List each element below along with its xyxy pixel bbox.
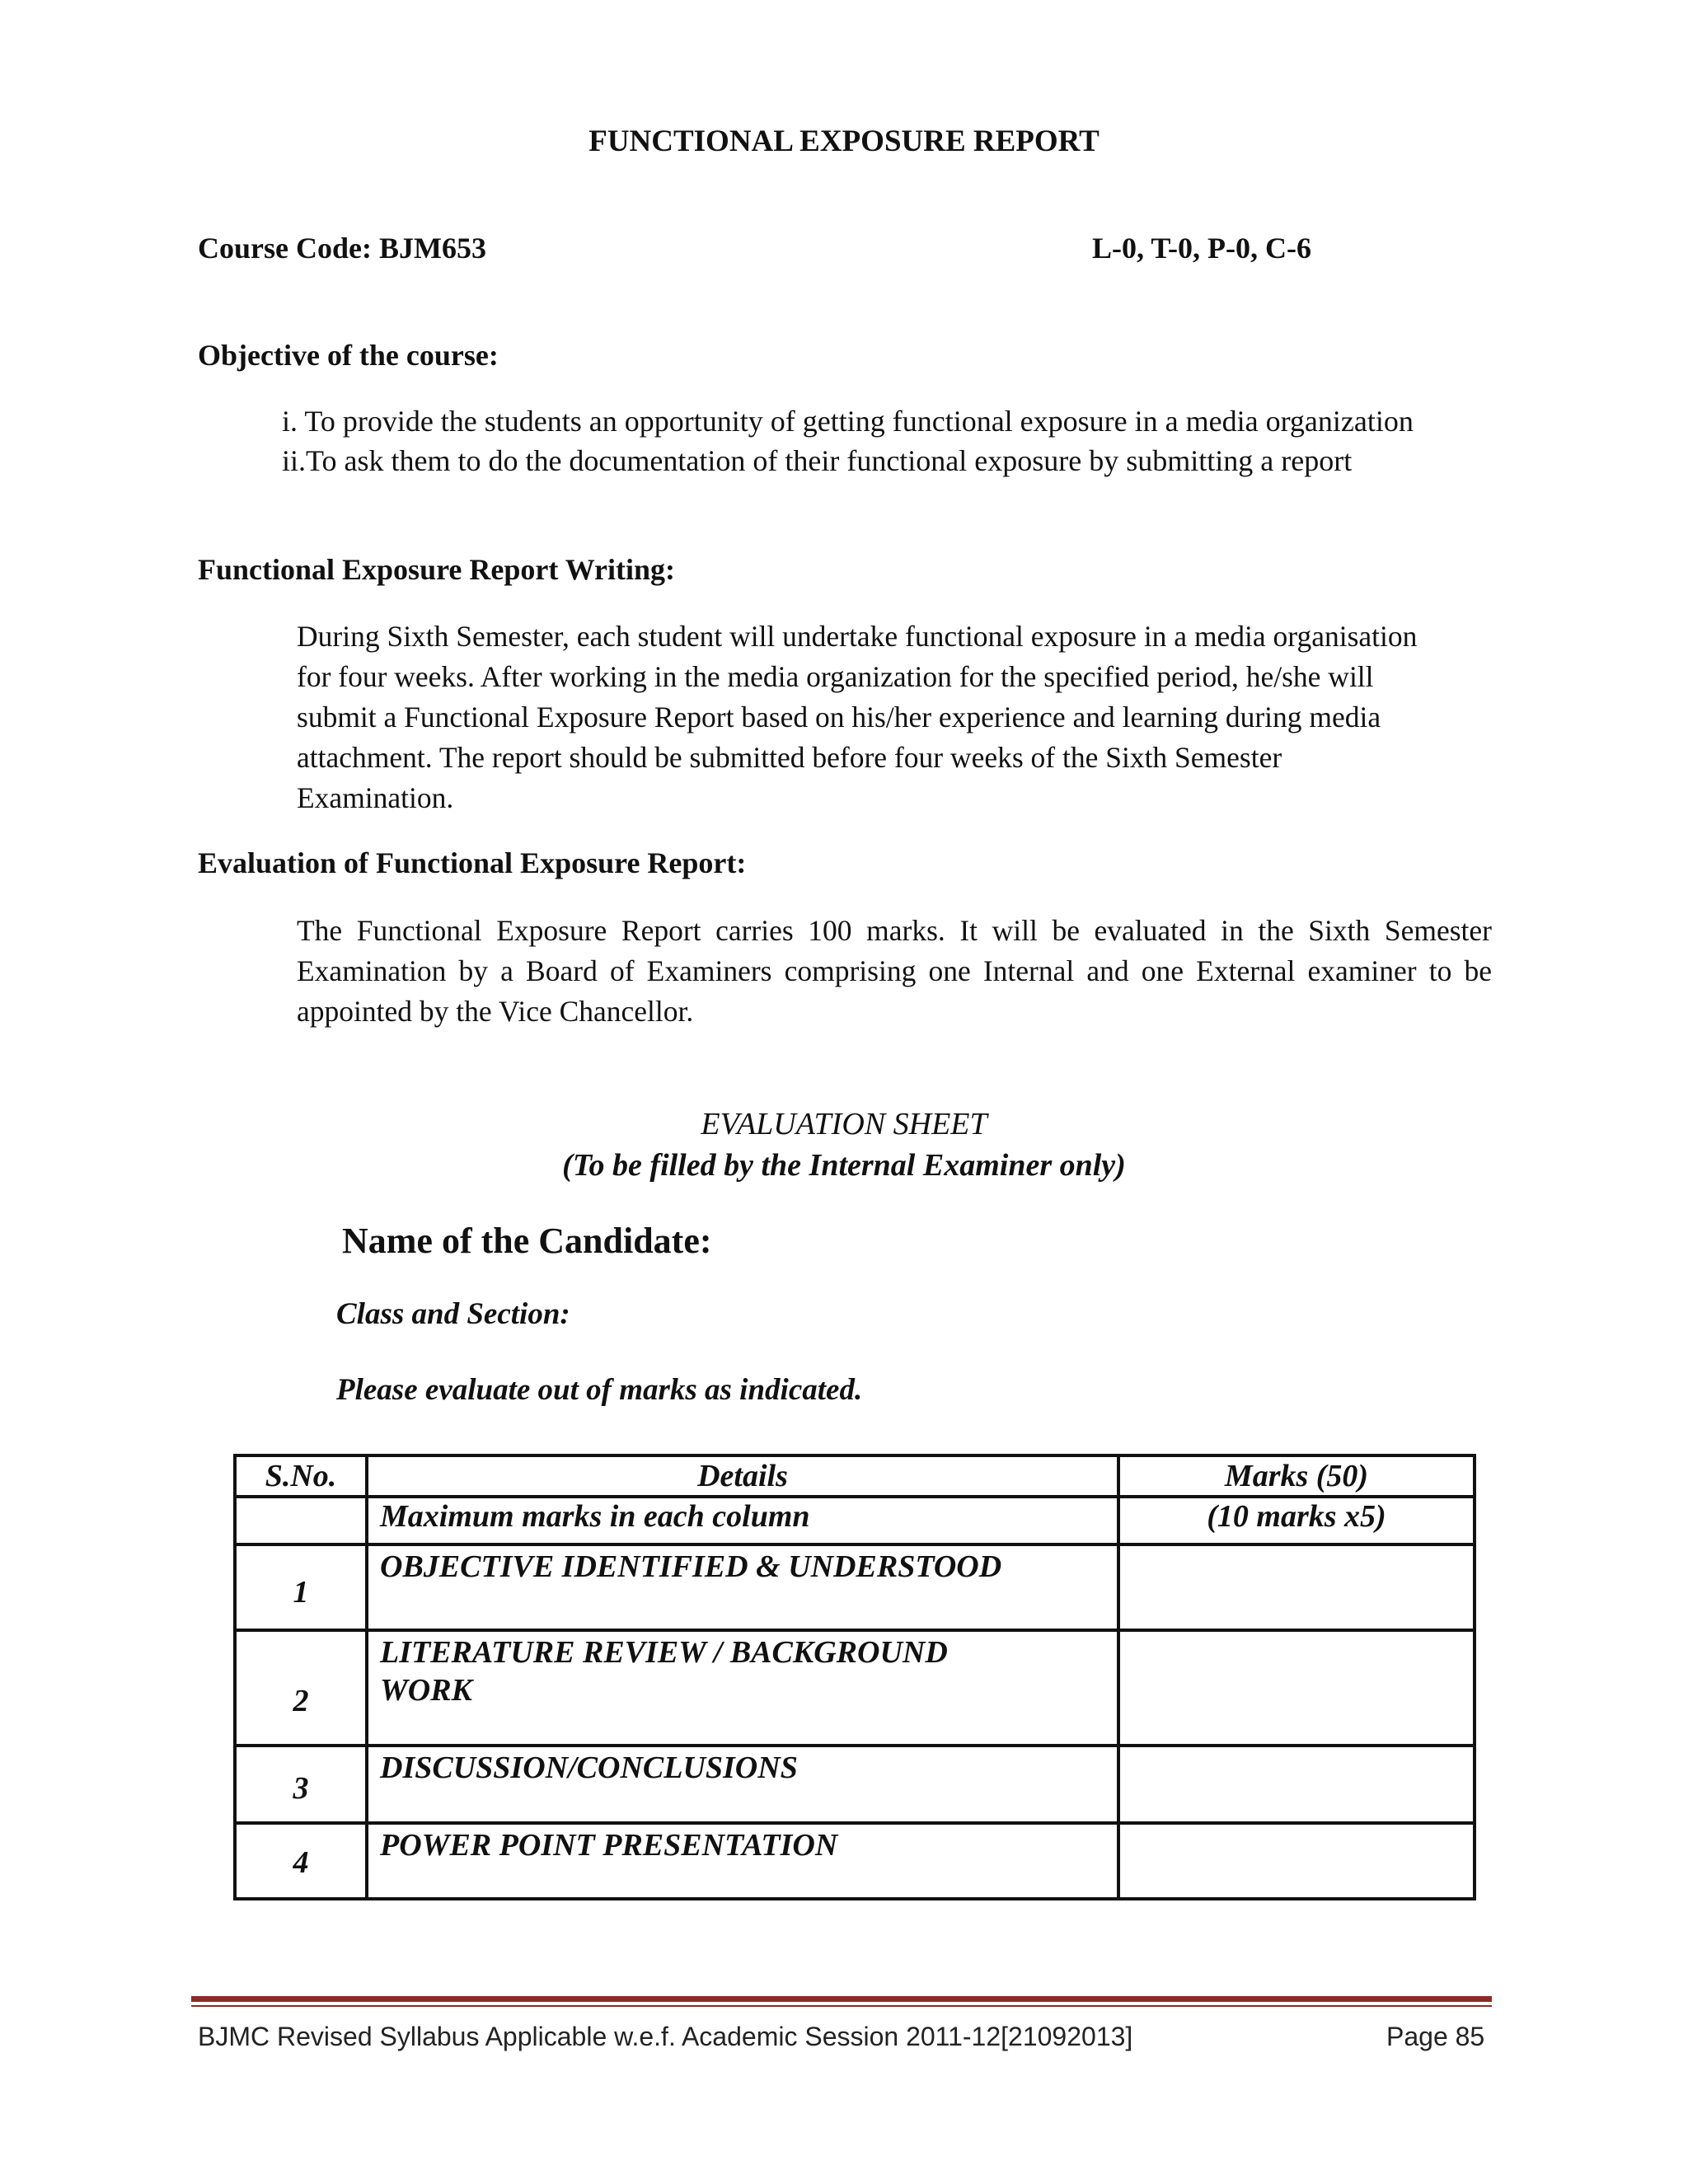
course-code: Course Code: BJM653 xyxy=(198,232,486,265)
table-row xyxy=(235,1746,1475,1823)
writing-heading: Functional Exposure Report Writing: xyxy=(198,553,676,586)
evaluation-sheet-subtitle: (To be filled by the Internal Examiner only) xyxy=(562,1148,1126,1183)
max-marks-sno xyxy=(235,1497,367,1544)
writing-line: submit a Functional Exposure Report based on his/her experience and learning during media xyxy=(297,701,1381,733)
header-details: Details xyxy=(367,1455,1118,1497)
footer-rule xyxy=(191,1996,1492,2002)
evaluation-instruction: Please evaluate out of marks as indicated. xyxy=(336,1373,863,1407)
row-number: 2 xyxy=(293,1684,309,1718)
evaluation-table xyxy=(233,1454,1476,1900)
marks-entry-cell[interactable] xyxy=(1118,1746,1475,1823)
row-details-continued: WORK xyxy=(380,1673,472,1708)
header-marks: Marks (50) xyxy=(1118,1455,1475,1497)
max-marks-row xyxy=(235,1497,1475,1544)
row-details: DISCUSSION/CONCLUSIONS xyxy=(380,1750,798,1785)
max-marks-details: Maximum marks in each column xyxy=(367,1497,1118,1544)
evaluation-heading: Evaluation of Functional Exposure Report: xyxy=(198,846,747,879)
page-number: Page 85 xyxy=(1386,2022,1485,2051)
writing-line: Examination. xyxy=(297,781,454,814)
marks-entry-cell[interactable] xyxy=(1118,1544,1475,1630)
objective-heading: Objective of the course: xyxy=(198,339,499,372)
objective-item-1: i. To provide the students an opportunity of getting functional exposure in a media organization xyxy=(282,405,1414,438)
candidate-name-label: Name of the Candidate: xyxy=(342,1221,712,1261)
writing-line: for four weeks. After working in the media organization for the specified period, he/she will xyxy=(297,660,1374,693)
table-row xyxy=(235,1544,1475,1630)
row-number: 4 xyxy=(293,1845,309,1880)
writing-paragraph xyxy=(297,616,1492,818)
writing-line: attachment. The report should be submitted before four weeks of the Sixth Semester xyxy=(297,741,1282,774)
row-details: LITERATURE REVIEW / BACKGROUND xyxy=(380,1635,948,1670)
evaluation-paragraph: The Functional Exposure Report carries 100 marks. It will be evaluated in the Sixth Semester Examination by a Board of Examiners comprising one Internal and one External examiner to be appointed by the Vice Chancellor. xyxy=(297,914,1492,1028)
table-row xyxy=(235,1823,1475,1899)
evaluation-sheet-title: EVALUATION SHEET xyxy=(701,1107,987,1141)
table-row xyxy=(235,1630,1475,1746)
table-header-row xyxy=(235,1455,1475,1497)
marks-entry-cell[interactable] xyxy=(1118,1630,1475,1746)
row-number: 3 xyxy=(293,1771,309,1806)
max-marks-value: (10 marks x5) xyxy=(1118,1497,1475,1544)
footer-rule-thin xyxy=(191,2005,1492,2007)
page-title: FUNCTIONAL EXPOSURE REPORT xyxy=(588,124,1100,158)
row-details: POWER POINT PRESENTATION xyxy=(380,1828,838,1863)
row-number: 1 xyxy=(293,1575,309,1610)
marks-entry-cell[interactable] xyxy=(1118,1823,1475,1899)
header-sno: S.No. xyxy=(235,1455,367,1497)
credit-structure: L-0, T-0, P-0, C-6 xyxy=(1092,232,1312,265)
footer-text: BJMC Revised Syllabus Applicable w.e.f. Academic Session 2011-12[21092013] xyxy=(198,2022,1133,2051)
objective-item-2: ii.To ask them to do the documentation of their functional exposure by submitting a report xyxy=(282,444,1353,477)
row-details: OBJECTIVE IDENTIFIED & UNDERSTOOD xyxy=(380,1549,1002,1584)
class-section-label: Class and Section: xyxy=(336,1297,570,1331)
writing-line: During Sixth Semester, each student will undertake functional exposure in a media organisation xyxy=(297,620,1418,653)
